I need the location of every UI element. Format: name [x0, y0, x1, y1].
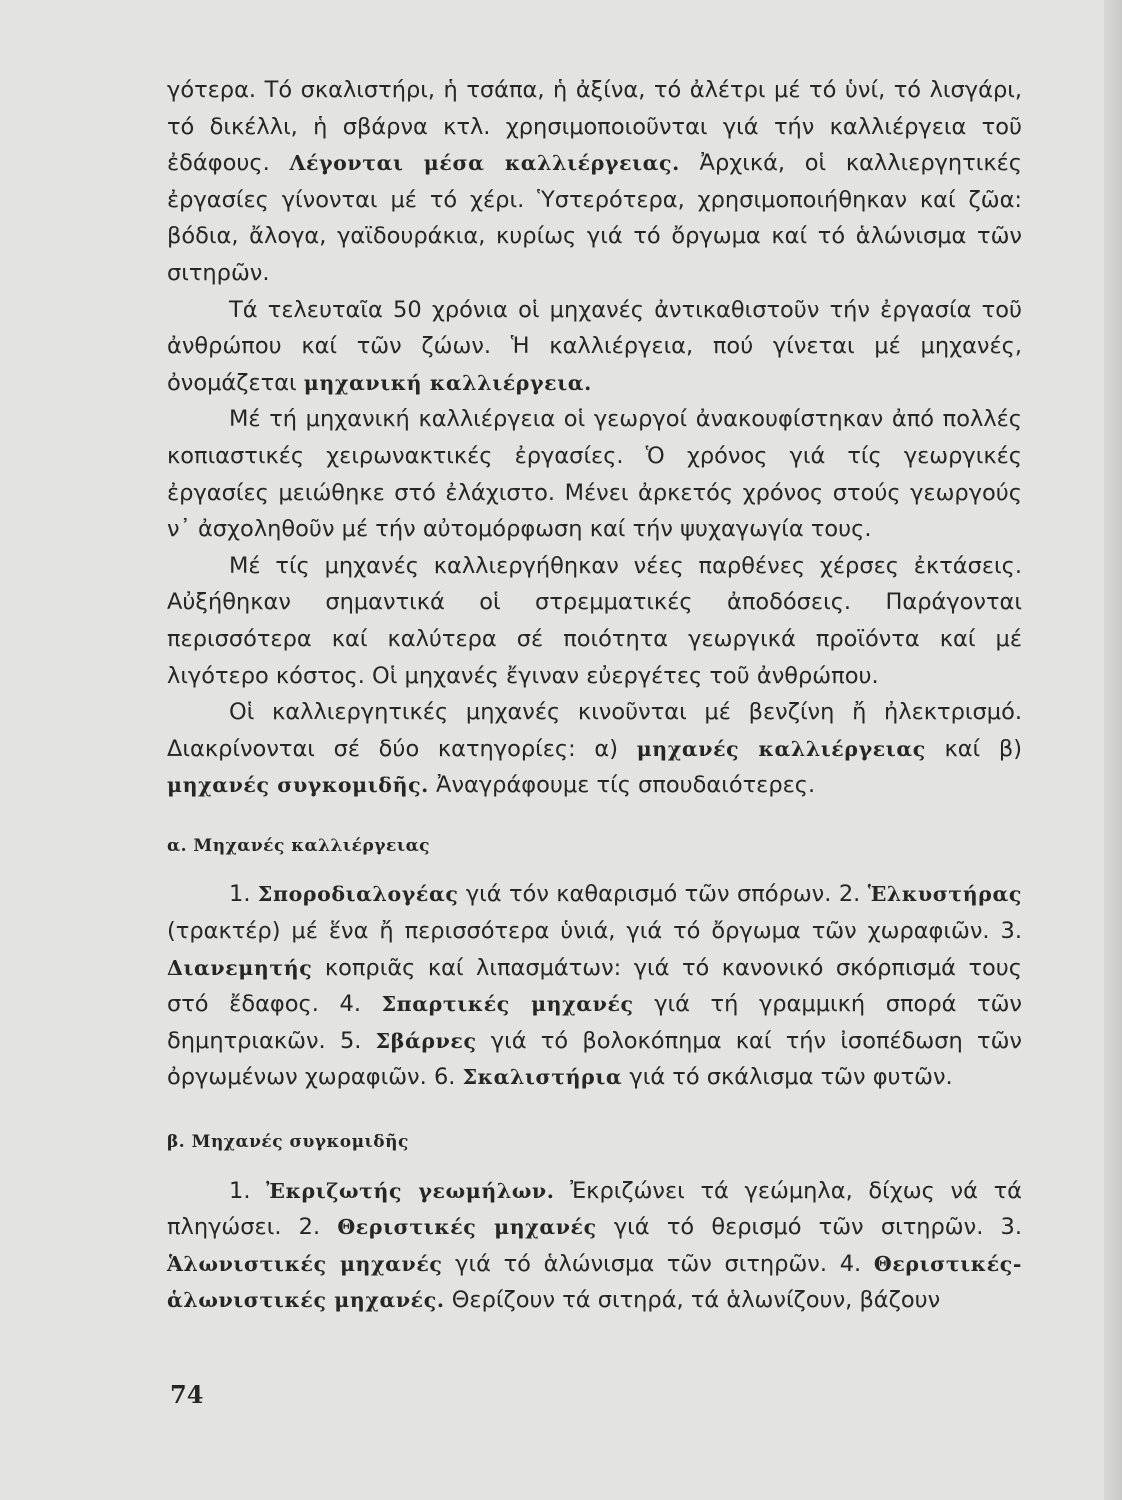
- item-name: Ἑλκυστήρας: [867, 882, 1022, 907]
- bold-term: μηχανική καλλιέργεια.: [303, 370, 592, 395]
- bold-term: μηχανές καλλιέργειας: [636, 736, 926, 761]
- item-name: Σπαρτικές μηχανές: [381, 992, 634, 1017]
- item-name: Διανεμητής: [167, 955, 313, 980]
- item-name: Ἐκριζωτής γεωμήλων.: [266, 1178, 555, 1203]
- section-b-list: 1. Ἐκριζωτής γεωμήλων. Ἐκριζώνει τά γεώμηλα, δίχως νά τά πληγώσει. 2. Θεριστικές μηχανές γιά τό θερισμό τῶν σιτηρῶν. 3. Ἁλωνιστικές μηχανές γιά τό ἁλώνισμα τῶν σιτηρῶν. 4. Θεριστικές-ἁλωνιστικές μηχανές. Θερίζουν τά σιτηρά, τά ἁλωνίζουν, βάζουν: [167, 1177, 1023, 1314]
- item-name: Ἁλωνιστικές μηχανές: [167, 1251, 443, 1276]
- bold-term: Λέγονται μέσα καλλιέργειας.: [289, 151, 680, 176]
- section-a-heading: α. Μηχανές καλλιέργειας: [167, 835, 431, 856]
- item-name: Σκαλιστήρια: [462, 1065, 623, 1090]
- body-text: [167, 72, 1022, 1319]
- item-name: Θεριστικές-ἁλωνιστικές μηχανές.: [167, 1251, 1022, 1313]
- paragraph-2: Τά τελευταῖα 50 χρόνια οἱ μηχανές ἀντικαθιστοῦν τήν ἐργασία τοῦ ἀνθρώπου καί τῶν ζώων. Ἡ καλλιέργεια, πού γίνεται μέ μηχανές, ὀνομάζεται μηχανική καλλιέργεια.: [167, 296, 1022, 396]
- item-name: Σποροδιαλογέας: [257, 882, 459, 907]
- paragraph-4: Μέ τίς μηχανές καλλιεργήθηκαν νέες παρθένες χέρσες ἐκτάσεις. Αὐξήθηκαν σημαντικά οἱ στρεμματικές ἀποδόσεις. Παράγονται περισσότερα καί καλύτερα σέ ποιότητα γεωργικά προϊόντα καί μέ λιγότερο κόστος. Οἱ μηχανές ἔγιναν εὐεργέτες τοῦ ἀνθρώπου.: [167, 552, 1022, 689]
- item-name: Θεριστικές μηχανές: [337, 1215, 597, 1240]
- page-edge: [1104, 0, 1122, 1500]
- section-a-list: 1. Σποροδιαλογέας γιά τόν καθαρισμό τῶν σπόρων. 2. Ἑλκυστήρας (τρακτέρ) μέ ἕνα ἤ περισσότερα ὑνιά, γιά τό ὄργωμα τῶν χωραφιῶν. 3. Διανεμητής κοπριᾶς καί λιπασμάτων: γιά τό κανονικό σκόρπισμά τους στό ἔδαφος. 4. Σπαρτικές μηχανές γιά τή γραμμική σπορά τῶν δημητριακῶν. 5. Σβάρνες γιά τό βολοκόπημα καί τήν ἰσοπέδωση τῶν ὀργωμένων χωραφιῶν. 6. Σκαλιστήρια γιά τό σκάλισμα τῶν φυτῶν.: [167, 881, 1022, 1091]
- item-name: Σβάρνες: [375, 1028, 477, 1053]
- page-number: 74: [170, 1380, 204, 1409]
- section-b-heading: β. Μηχανές συγκομιδῆς: [167, 1132, 409, 1153]
- paragraph-3: Μέ τή μηχανική καλλιέργεια οἱ γεωργοί ἀνακουφίστηκαν ἀπό πολλές κοπιαστικές χειρωνακτικές ἐργασίες. Ὁ χρόνος γιά τίς γεωργικές ἐργασίες μειώθηκε στό ἐλάχιστο. Μένει ἀρκετός χρόνος στούς γεωργούς ν᾽ ἀσχοληθοῦν μέ τήν αὐτομόρφωση καί τήν ψυχαγωγία τους.: [167, 406, 1022, 543]
- paragraph-1: γότερα. Τό σκαλιστήρι, ἡ τσάπα, ἡ ἀξίνα, τό ἀλέτρι μέ τό ὑνί, τό λισγάρι, τό δικέλλι, ἡ σβάρνα κτλ. χρησιμοποιοῦνται γιά τήν καλλιέργεια τοῦ ἐδάφους. Λέγονται μέσα καλλιέργειας. Ἀρχικά, οἱ καλλιεργητικές ἐργασίες γίνονται μέ τό χέρι. Ὑστερότερα, χρησιμοποιήθηκαν καί ζῶα: βόδια, ἄλογα, γαϊδουράκια, κυρίως γιά τό ὄργωμα καί τό ἁλώνισμα τῶν σιτηρῶν.: [167, 77, 1022, 286]
- paragraph-5: Οἱ καλλιεργητικές μηχανές κινοῦνται μέ βενζίνη ἤ ἠλεκτρισμό. Διακρίνονται σέ δύο κατηγορίες: α) μηχανές καλλιέργειας καί β) μηχανές συγκομιδῆς. Ἀναγράφουμε τίς σπουδαιότερες.: [167, 699, 1022, 799]
- bold-term: μηχανές συγκομιδῆς.: [167, 773, 429, 798]
